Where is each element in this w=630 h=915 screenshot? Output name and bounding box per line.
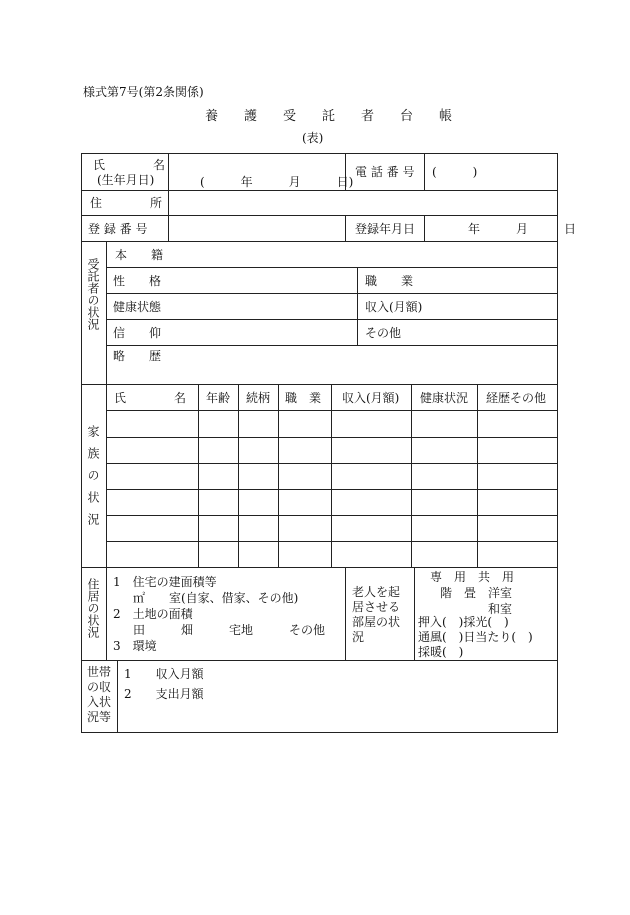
family-header-age: 年齢 [206,391,231,405]
occupation-label: 職 業 [365,274,414,288]
family-table-cell[interactable] [280,491,329,513]
personality-label: 性 格 [113,274,162,288]
room-ventilation-sun: 通風( )日当たり( ) [418,630,533,644]
address-label: 住 所 [90,196,163,210]
family-table-cell[interactable] [108,491,196,513]
family-table-cell[interactable] [200,491,236,513]
registration-number-label: 登 録 番 号 [88,222,148,236]
family-table-cell[interactable] [479,517,556,539]
family-table-cell[interactable] [413,465,475,487]
family-table-cell[interactable] [333,491,409,513]
family-table-cell[interactable] [479,543,556,565]
residence-section-label: 住居の状況 [86,578,100,638]
family-table-cell[interactable] [333,517,409,539]
family-table-cell[interactable] [280,465,329,487]
family-table-cell[interactable] [413,543,475,565]
room-type-options: 階 畳 洋室 [440,586,513,600]
family-header-income: 収入(月額) [342,391,400,405]
family-table-cell[interactable] [333,543,409,565]
family-table-cell[interactable] [479,491,556,513]
residence-item-1-detail: ㎡ 室(自家、借家、その他) [133,591,299,605]
family-section-label: 家族の状況 [86,425,100,535]
family-table-cell[interactable] [200,439,236,461]
family-table-cell[interactable] [413,439,475,461]
room-use-options: 専 用 共 用 [430,570,515,584]
residence-item-2: 2 土地の面積 [113,607,193,621]
address-field[interactable] [170,192,555,213]
family-table-cell[interactable] [240,465,276,487]
family-table-cell[interactable] [280,543,329,565]
family-table-cell[interactable] [108,543,196,565]
family-table-cell[interactable] [333,465,409,487]
trustee-section-label: 受託者の状況 [86,258,100,330]
other-label: その他 [365,326,402,340]
page-title: 養 護 受 託 者 台 帳 [205,109,453,124]
registration-date-label: 登録年月日 [355,222,416,236]
form-number: 様式第7号(第2条関係) [83,85,204,99]
honseki-label: 本 籍 [115,248,164,262]
family-table-cell[interactable] [108,517,196,539]
monthly-expense: 2 支出月額 [124,687,204,701]
family-table-cell[interactable] [108,439,196,461]
family-header-occupation: 職 業 [285,391,322,405]
family-table-cell[interactable] [200,517,236,539]
monthly-income: 1 収入月額 [124,667,204,681]
family-table-cell[interactable] [108,412,196,435]
family-header-history: 経歴その他 [486,391,547,405]
name-label: 氏 名 [93,158,166,172]
side-indicator: (表) [302,131,324,145]
family-table-cell[interactable] [333,412,409,435]
family-table-cell[interactable] [200,465,236,487]
family-header-health: 健康状況 [420,391,469,405]
room-heating: 採暖( ) [418,645,464,659]
family-header-relation: 続柄 [246,391,271,405]
family-table-cell[interactable] [413,491,475,513]
health-label: 健康状態 [113,300,162,314]
family-table-cell[interactable] [240,412,276,435]
residence-item-1: 1 住宅の建面積等 [113,575,217,589]
family-table-cell[interactable] [479,439,556,461]
family-table-cell[interactable] [240,517,276,539]
family-table-cell[interactable] [200,543,236,565]
family-table-cell[interactable] [333,439,409,461]
phone-field[interactable]: ( ) [432,165,478,179]
family-table-cell[interactable] [280,439,329,461]
family-table-cell[interactable] [200,412,236,435]
birth-label: (生年月日) [97,173,155,187]
family-table-cell[interactable] [108,465,196,487]
residence-item-2-detail: 田 畑 宅地 その他 [133,623,326,637]
family-table-cell[interactable] [413,412,475,435]
family-table-cell[interactable] [479,465,556,487]
family-table-cell[interactable] [240,491,276,513]
family-table-cell[interactable] [240,439,276,461]
family-table-cell[interactable] [479,412,556,435]
residence-item-3: 3 環境 [113,639,157,653]
history-label: 略 歴 [113,349,162,363]
family-table-cell[interactable] [280,517,329,539]
family-table-cell[interactable] [280,412,329,435]
registration-date-field[interactable]: 年 月 日 [468,222,577,236]
religion-label: 信 仰 [113,326,162,340]
birth-date-field[interactable]: ( 年 月 日) [200,175,354,189]
family-header-name: 氏 名 [114,391,187,405]
family-table-cell[interactable] [413,517,475,539]
room-type-japanese: 和室 [488,602,513,616]
income-label: 収入(月額) [365,300,423,314]
family-table-cell[interactable] [240,543,276,565]
elder-room-label: 老人を起 居させる 部屋の状 況 [352,585,401,644]
household-income-label: 世帯 の収 入状 況等 [87,665,112,724]
phone-label: 電 話 番 号 [355,165,415,179]
room-closet-light: 押入( )採光( ) [418,615,509,629]
